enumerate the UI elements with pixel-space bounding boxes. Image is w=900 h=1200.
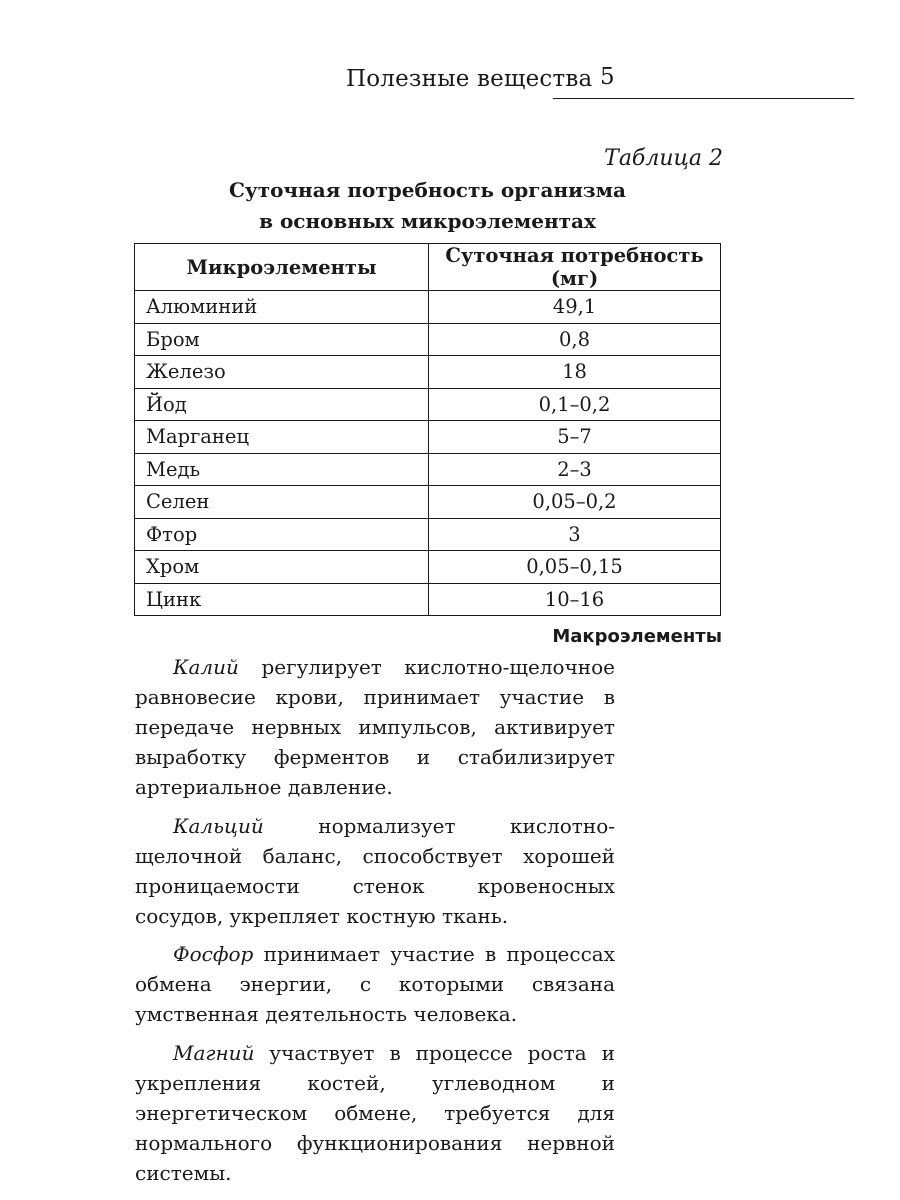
term: Кальций xyxy=(173,813,264,838)
term: Магний xyxy=(173,1040,255,1065)
paragraph-calcium xyxy=(135,811,615,931)
running-head xyxy=(0,0,900,110)
element-value: 3 xyxy=(429,518,721,551)
body-text xyxy=(135,652,615,1196)
running-head-title: Полезные вещества xyxy=(346,66,593,92)
table-row xyxy=(135,551,721,584)
table-row xyxy=(135,291,721,324)
table-caption-line-2: в основных микроэлементах xyxy=(259,209,596,233)
element-name: Медь xyxy=(135,453,429,486)
table-header-row xyxy=(135,244,721,291)
page-number: 5 xyxy=(600,64,615,90)
table-label: Таблица 2 xyxy=(604,146,723,171)
paragraph-magnesium xyxy=(135,1038,615,1188)
paragraph-phosphorus xyxy=(135,939,615,1029)
table-row xyxy=(135,388,721,421)
element-name: Йод xyxy=(135,388,429,421)
paragraph-text: участвует в процессе роста и укрепления костей, углеводном и энергетическом обмене, требуется для нормального функционирования нервной системы. xyxy=(135,1040,615,1185)
element-name: Железо xyxy=(135,356,429,389)
table-row xyxy=(135,486,721,519)
column-header-daily-need: Суточная потребность (мг) xyxy=(429,244,721,291)
element-value: 10–16 xyxy=(429,583,721,616)
element-value: 49,1 xyxy=(429,291,721,324)
element-value: 0,8 xyxy=(429,323,721,356)
table-caption-line-1: Суточная потребность организма xyxy=(228,178,627,202)
header-rule xyxy=(553,98,854,99)
microelements-table xyxy=(134,243,721,616)
paragraph-text: принимает участие в процессах обмена энергии, с которыми связана умственная деятельность человека. xyxy=(135,942,615,1026)
table-row xyxy=(135,453,721,486)
element-value: 18 xyxy=(429,356,721,389)
table-row xyxy=(135,583,721,616)
element-value: 0,05–0,2 xyxy=(429,486,721,519)
paragraph-text: нормализует кислотно-щелочной баланс, способствует хорошей проницаемости стенок кровеносных сосудов, укрепляет костную ткань. xyxy=(135,813,615,928)
element-name: Марганец xyxy=(135,421,429,454)
element-value: 0,05–0,15 xyxy=(429,551,721,584)
table-row xyxy=(135,323,721,356)
paragraph-text: регулирует кислотно-щелочное равновесие крови, принимает участие в передаче нервных импульсов, активирует выработку ферментов и стабилизирует артериальное давление. xyxy=(135,655,615,799)
column-header-element: Микроэлементы xyxy=(135,244,429,291)
section-heading: Макроэлементы xyxy=(552,626,722,647)
element-value: 0,1–0,2 xyxy=(429,388,721,421)
table-row xyxy=(135,421,721,454)
element-value: 2–3 xyxy=(429,453,721,486)
paragraph-potassium xyxy=(135,652,615,802)
table-caption xyxy=(135,175,720,237)
term: Калий xyxy=(173,655,239,679)
element-value: 5–7 xyxy=(429,421,721,454)
element-name: Алюминий xyxy=(135,291,429,324)
element-name: Бром xyxy=(135,323,429,356)
term: Фосфор xyxy=(173,942,254,966)
table-row xyxy=(135,356,721,389)
element-name: Хром xyxy=(135,551,429,584)
element-name: Фтор xyxy=(135,518,429,551)
element-name: Цинк xyxy=(135,583,429,616)
element-name: Селен xyxy=(135,486,429,519)
table-row xyxy=(135,518,721,551)
